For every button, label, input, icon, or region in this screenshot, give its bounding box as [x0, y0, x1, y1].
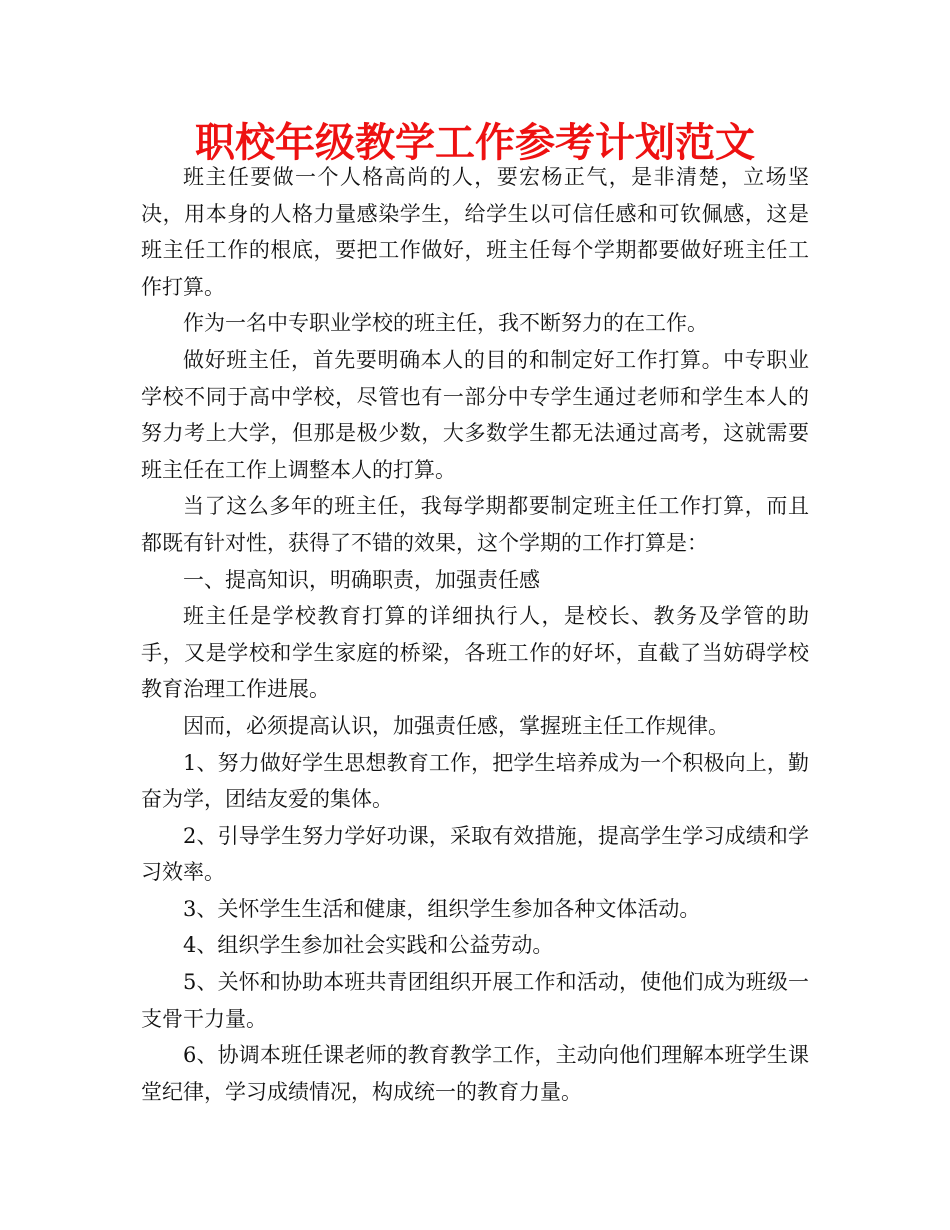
- paragraph-goals: 做好班主任，首先要明确本人的目的和制定好工作打算。中专职业学校不同于高中学校，尽管也有一部分中专学生通过老师和学生本人的努力考上大学，但那是极少数，大多数学生都无法通过高考，这就需要班主任在工作上调整本人的打算。: [141, 347, 809, 482]
- list-item-3: 3、关怀学生生活和健康，组织学生参加各种文体活动。: [183, 896, 701, 921]
- paragraph-duty: 班主任是学校教育打算的详细执行人，是校长、教务及学管的助手，又是学校和学生家庭的桥梁，各班工作的好坏，直截了当妨碍学校教育治理工作进展。: [141, 604, 809, 702]
- paragraph-awareness: 因而，必须提高认识，加强责任感，掌握班主任工作规律。: [183, 713, 729, 738]
- section-heading-1: 一、提高知识，明确职责，加强责任感: [183, 567, 540, 592]
- list-item-2: 2、引导学生努力学好功课，采取有效措施，提高学生学习成绩和学习效率。: [141, 823, 809, 885]
- document-title: 职校年级教学工作参考计划范文: [195, 120, 755, 166]
- list-item-6: 6、协调本班任课老师的教育教学工作，主动向他们理解本班学生课堂纪律，学习成绩情况，构成统一的教育力量。: [141, 1043, 809, 1104]
- list-item-5: 5、关怀和协助本班共青团组织开展工作和活动，使他们成为班级一支骨干力量。: [141, 970, 809, 1031]
- list-item-4: 4、组织学生参加社会实践和公益劳动。: [183, 933, 554, 958]
- document-body: [141, 159, 809, 1110]
- paragraph-role: 作为一名中专职业学校的班主任，我不断努力的在工作。: [183, 311, 708, 336]
- paragraph-plan-intro: 当了这么多年的班主任，我每学期都要制定班主任工作打算，而且都既有针对性，获得了不错的效果，这个学期的工作打算是：: [141, 494, 809, 555]
- list-item-1: 1、努力做好学生思想教育工作，把学生培养成为一个积极向上，勤奋为学，团结友爱的集体。: [141, 750, 809, 812]
- paragraph-intro: 班主任要做一个人格高尚的人，要宏杨正气，是非清楚，立场坚决，用本身的人格力量感染学生，给学生以可信任感和可钦佩感，这是班主任工作的根底，要把工作做好，班主任每个学期都要做好班主任工作打算。: [141, 165, 809, 299]
